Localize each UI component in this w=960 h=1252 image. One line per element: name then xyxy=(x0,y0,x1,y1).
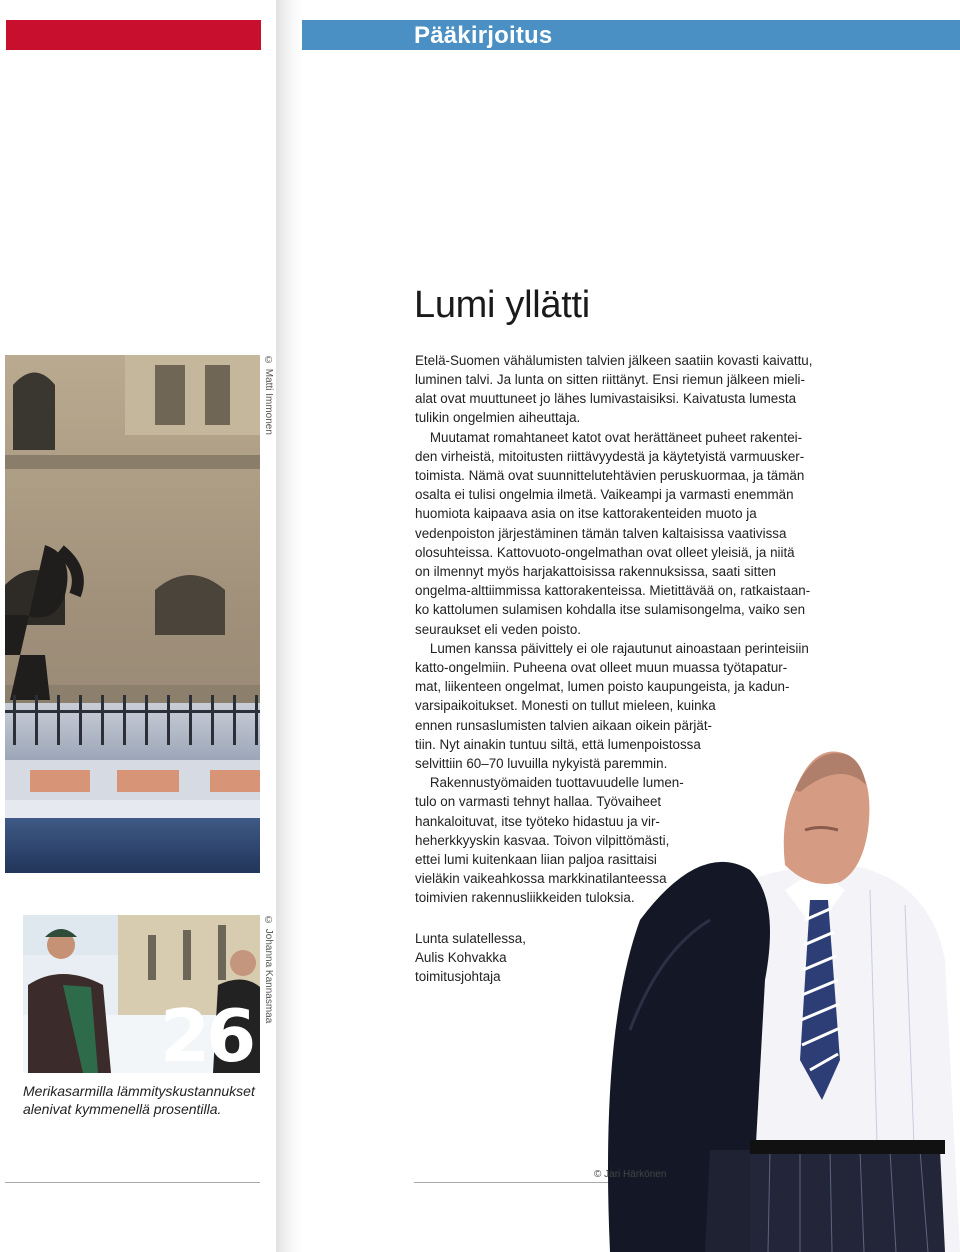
article-line: luminen talvi. Ja lunta on sitten riittänyt. Ensi riemun jälkeen mieli- xyxy=(415,372,805,387)
article-line: hankaloituvat, itse työteko hidastuu ja vir- xyxy=(415,814,660,829)
article-line: selvittiin 60–70 luvuilla nykyistä paremmin. xyxy=(415,756,668,771)
article-line: tulo on varmasti tehnyt hallaa. Työvaiheet xyxy=(415,794,662,809)
article-line: heherkkyyskin kasvaa. Toivon vilpittömästi, xyxy=(415,833,670,848)
article-line: ennen runsaslumisten talvien aikaan oikein pärjät- xyxy=(415,718,713,733)
section-title: Pääkirjoitus xyxy=(414,22,553,49)
article-line: on ilmennyt myös harjakattoisissa rakennuksissa, saati sitten xyxy=(415,564,776,579)
signature-name: Aulis Kohvakka xyxy=(415,950,507,965)
article-line: ongelma-alttiimmissa kattorakenteissa. Mietittävää on, ratkaistaan- xyxy=(415,583,811,598)
article-line: vieläkin vaikeahkossa markkinatilanteessa xyxy=(415,871,667,886)
article-line: olosuhteissa. Kattovuoto-ongelmathan ovat olleet yleisiä, ja niitä xyxy=(415,545,795,560)
signature-title: toimitusjohtaja xyxy=(415,969,501,984)
article-line: ko kattolumen sulamisen kohdalla itse sulamisongelma, vaiko sen xyxy=(415,602,806,617)
article-line: tiin. Nyt ainakin tuntuu siltä, että lumenpoistossa xyxy=(415,737,701,752)
article-line: toimista. Nämä ovat suunnittelutehtävien peruskuormaa, ja tämän xyxy=(415,468,805,483)
article-line: osalta ei tulisi ongelmia ilmetä. Vaikeampi ja varmasti enemmän xyxy=(415,487,794,502)
article-line: Muutamat romahtaneet katot ovat herättäneet puheet rakentei- xyxy=(415,430,803,445)
article-line: alat ovat muuttuneet jo lähes lumivastaisiksi. Kaivatusta lumesta xyxy=(415,391,797,406)
signature-closing: Lunta sulatellessa, xyxy=(415,931,526,946)
article-line: Etelä-Suomen vähälumisten talvien jälkeen saatiin kovasti kaivattu, xyxy=(415,353,813,368)
teaser-photo-credit: © Johanna Kannasmaa xyxy=(263,915,274,1024)
page-spine-shadow xyxy=(276,0,302,1252)
teaser-page-number: 26 xyxy=(160,994,253,1078)
article-line: ettei lumi kuitenkaan liian paljoa rasittaisi xyxy=(415,852,657,867)
article-line: huomiota kaipaava asia on itse kattorakenteiden muoto ja xyxy=(415,506,757,521)
article-line: katto-ongelmiin. Puheena ovat olleet muun muassa työtapatur- xyxy=(415,660,788,675)
article-line: tulikin ongelmien aiheuttaja. xyxy=(415,410,581,425)
teaser-caption-line: alenivat kymmenellä prosentilla. xyxy=(23,1101,222,1117)
article-line: Lumen kanssa päivittely ei ole rajautunut ainoastaan perinteisiin xyxy=(415,641,809,656)
teaser-caption-line: Merikasarmilla lämmityskustannukset xyxy=(23,1083,255,1099)
article-line: vedenpoiston järjestäminen tämän talven kaltaisissa vaativissa xyxy=(415,526,787,541)
main-photo-credit: © Matti Immonen xyxy=(263,355,274,435)
article-line: varsipaikoitukset. Monesti on tullut mieleen, kuinka xyxy=(415,698,716,713)
header-red-bar xyxy=(6,20,261,50)
article-line: mat, liikenteen ongelmat, lumen poisto kaupungeista, ja kadun- xyxy=(415,679,790,694)
teaser-caption xyxy=(23,1082,273,1118)
article-headline: Lumi yllätti xyxy=(414,284,590,326)
article-line: seuraukset eli veden poisto. xyxy=(415,622,581,637)
article-line: toimivien rakennusliikkeiden tuloksia. xyxy=(415,890,635,905)
article-line: den virheistä, mitoitusten riittävyydestä ja käytetyistä varmuusker- xyxy=(415,449,805,464)
main-photo xyxy=(5,355,260,873)
divider-line xyxy=(5,1182,260,1183)
header-blue-bar xyxy=(282,20,960,50)
article-line: Rakennustyömaiden tuottavuudelle lumen- xyxy=(415,775,684,790)
portrait-photo-credit: © Jari Härkönen xyxy=(594,1169,667,1180)
